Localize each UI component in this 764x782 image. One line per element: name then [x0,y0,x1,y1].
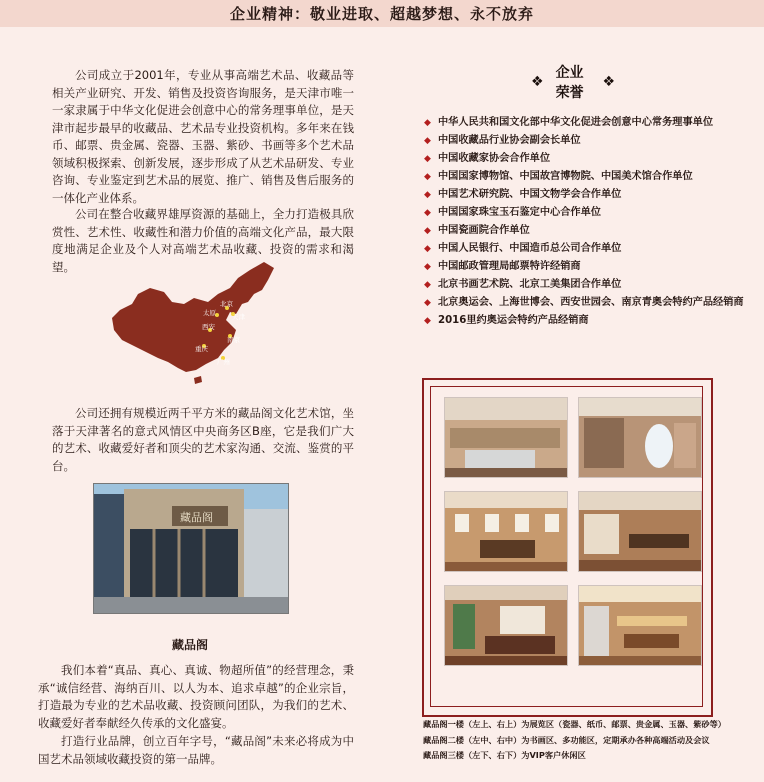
city-label-tianjin: 天津 [232,313,245,321]
building-sign: 藏品阁 [180,511,213,524]
honors-list [424,114,749,330]
intro-paragraph-3: 公司还拥有规模近两千平方米的藏品阁文化艺术馆，坐落于天津著名的意式风情区中央商务区B座，它是我们广大的艺术、收藏爱好者和顶尖的艺术家沟通、交流、鉴赏的平台。 [52,406,354,473]
building-caption: 藏品阁 [171,638,208,652]
top-banner [0,0,764,27]
outro-paragraph-1: 我们本着“真品、真心、真诚、物超所值”的经营理念，秉承“诚信经营、海纳百川、以人为本、追求卓越”的企业宗旨，打造最为专业的艺术品收藏、投资顾问团队，为我们的艺术、收藏爱好者奉献经久传承的文化盛宴。 [38,663,354,730]
honor-item: ◆ 中国人民银行、中国造币总公司合作单位 [424,240,749,258]
diamond-bullet-icon: ◆ [424,316,431,326]
diamond-bullet-icon: ◆ [424,262,431,272]
honors-heading [525,65,621,101]
honor-item: ◆ 中国邮政管理局邮票特许经销商 [424,258,749,276]
gallery-note: 藏品阁三楼（左下、右下）为VIP客户休闲区 [423,750,586,760]
city-label-xian: 西安 [202,323,215,331]
gallery-photo-1f-left [444,397,568,478]
city-label-beijing: 北京 [220,300,233,308]
city-label-guangzhou: 广州 [217,358,230,366]
honor-item: ◆ 中国国家珠宝玉石鉴定中心合作单位 [424,204,749,222]
intro-paragraph-2: 公司在整合收藏界雄厚资源的基础上，全力打造极具欣赏性、艺术性、收藏性和潜力价值的高端文化产品，最大限度地满足企业及个人对高端艺术品收藏、投资的需求和渴望。 [52,207,354,274]
honor-item: ◆ 北京书画艺术院、北京工美集团合作单位 [424,276,749,294]
diamond-bullet-icon: ◆ [424,136,431,146]
china-map-land [112,262,274,372]
honor-item: ◆ 中国艺术研究院、中国文物学会合作单位 [424,186,749,204]
honor-item: ◆ 中国国家博物馆、中国故宫博物院、中国美术馆合作单位 [424,168,749,186]
diamond-bullet-icon: ◆ [424,154,431,164]
gallery-photo-3f-left [444,585,568,666]
honor-item: ◆ 北京奥运会、上海世博会、西安世园会、南京青奥会特约产品经销商 [424,294,749,312]
city-label-nanjing: 南京 [227,336,240,344]
intro-paragraph-1: 公司成立于2001年，专业从事高端艺术品、收藏品等相关产业研究、开发、销售及投资咨询服务，是天津市唯一一家隶属于中华文化促进会创意中心的常务理事单位，是天津市起步最早的收藏品、艺术品专业投资机构。多年来在钱币、邮票、贵金属、瓷器、玉器、紫砂、书画等多个艺术品领域积极探索、创新发展，逐步形成了从艺术品研发、专业咨询、专业鉴定到艺术品的展览、推广、销售及售后服务的一体化产业体系。 [52,68,354,205]
honor-item: ◆ 中国瓷画院合作单位 [424,222,749,240]
gallery-photo-2f-right [578,491,702,572]
gallery-notes [423,717,753,764]
banner-title: 企业精神：敬业进取、超越梦想、永不放弃 [229,5,534,23]
diamond-bullet-icon: ◆ [424,190,431,200]
china-map [106,258,276,386]
ornament-left-icon: ❖ [531,74,544,90]
ornament-right-icon: ❖ [602,74,615,90]
diamond-bullet-icon: ◆ [424,118,431,128]
honor-item: ◆ 2016里约奥运会特约产品经销商 [424,312,749,330]
outro-paragraph-2: 打造行业品牌，创立百年字号，“藏品阁”未来必将成为中国艺术品领域收藏投资的第一品牌。 [38,734,354,766]
gallery-photo-3f-right [578,585,702,666]
diamond-bullet-icon: ◆ [424,226,431,236]
honor-item: ◆ 中国收藏家协会合作单位 [424,150,749,168]
honor-item: ◆ 中华人民共和国文化部中华文化促进会创意中心常务理事单位 [424,114,749,132]
gallery-photo-2f-left [444,491,568,572]
diamond-bullet-icon: ◆ [424,208,431,218]
city-label-chongqing: 重庆 [195,345,208,353]
gallery-note: 藏品阁一楼（左上、右上）为展览区（瓷器、纸币、邮票、贵金属、玉器、紫砂等） [423,719,726,729]
honor-item: ◆ 中国收藏品行业协会副会长单位 [424,132,749,150]
diamond-bullet-icon: ◆ [424,172,431,182]
diamond-bullet-icon: ◆ [424,298,431,308]
city-label-taiyuan: 太原 [203,309,216,317]
diamond-bullet-icon: ◆ [424,280,431,290]
diamond-bullet-icon: ◆ [424,244,431,254]
gallery-note: 藏品阁二楼（左中、右中）为书画区、多功能区，定期承办各种高端活动及会议 [423,734,710,745]
honors-title: 企业荣誉 [555,65,584,101]
building-photo [93,483,289,614]
gallery-photo-1f-right [578,397,702,478]
